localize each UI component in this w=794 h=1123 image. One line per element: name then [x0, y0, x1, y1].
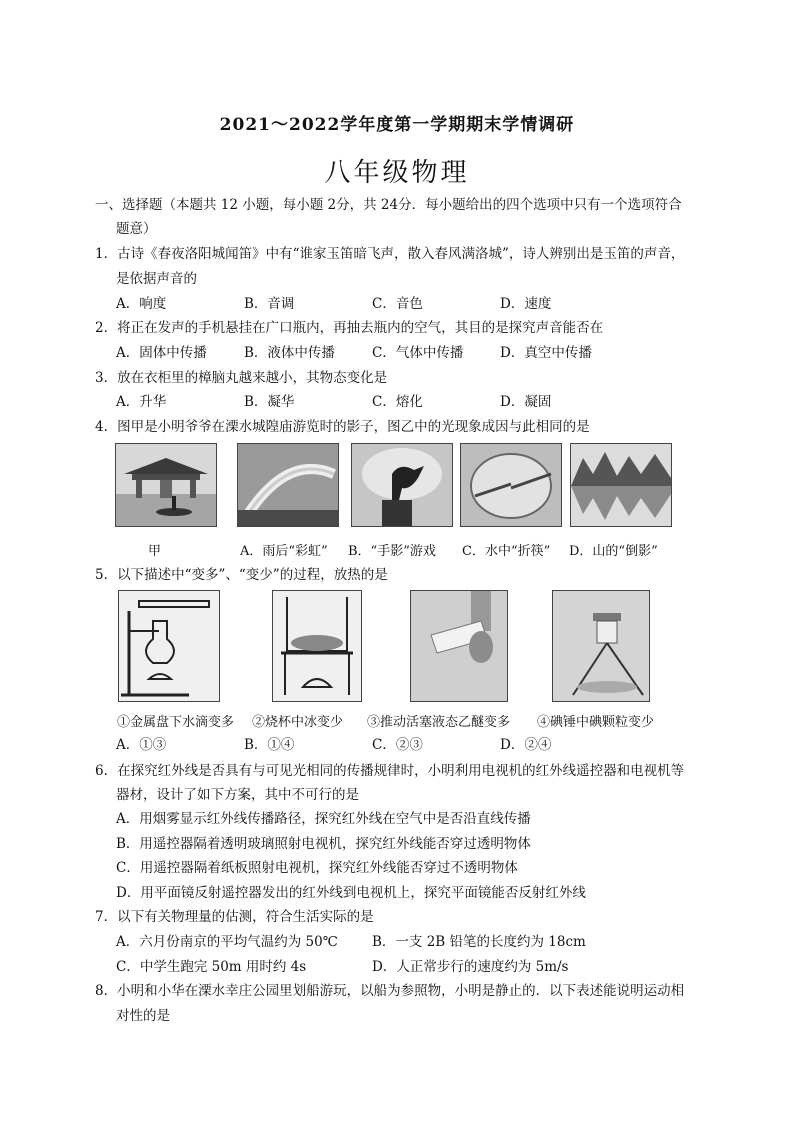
- q4-option-c: C．水中“折筷”: [462, 544, 551, 559]
- q2-option-d: D．真空中传播: [500, 345, 592, 361]
- rainbow-photo: [237, 443, 339, 527]
- q5-stem: 5．以下描述中“变多”、“变少”的过程，放热的是: [95, 567, 388, 583]
- mountain-reflection-photo: [570, 443, 672, 527]
- hand-shadow-photo: [351, 443, 453, 527]
- q7-option-d: D．人正常步行的速度约为 5m/s: [372, 959, 569, 975]
- q2-option-c: C．气体中传播: [372, 345, 464, 361]
- q5-option-d: D．②④: [500, 737, 552, 753]
- q2-option-a: A．固体中传播: [116, 345, 207, 361]
- q5-caption-3: ③推动活塞液态乙醚变多: [367, 715, 511, 730]
- q6-option-a: A．用烟雾显示红外线传播路径，探究红外线在空气中是否沿直线传播: [116, 811, 531, 827]
- q5-caption-4: ④碘锤中碘颗粒变少: [537, 715, 655, 730]
- q5-option-b: B．①④: [244, 737, 295, 753]
- q1-stem: 1．古诗《春夜洛阳城闻笛》中有“谁家玉笛暗飞声，散入春风满洛城”，诗人辨别出是玉笛的声音，: [95, 246, 685, 262]
- q3-option-c: C．熔化: [372, 394, 423, 410]
- q1-option-d: D．速度: [500, 296, 552, 312]
- metal-plate-flask-diagram: [118, 590, 220, 702]
- temple-shadow-photo: [115, 443, 217, 527]
- q6-stem-cont: 器材，设计了如下方案，其中不可行的是: [116, 787, 359, 803]
- q1-option-a: A．响度: [116, 296, 167, 312]
- q1-option-b: B．音调: [244, 296, 295, 312]
- q7-stem: 7．以下有关物理量的估测，符合生活实际的是: [95, 909, 374, 925]
- q6-option-c: C．用遥控器隔着纸板照射电视机，探究红外线能否穿过不透明物体: [116, 860, 518, 876]
- q3-option-a: A．升华: [116, 394, 167, 410]
- q1-stem-cont: 是依据声音的: [116, 271, 197, 287]
- q2-stem: 2．将正在发声的手机悬挂在广口瓶内，再抽去瓶内的空气，其目的是探究声音能否在: [95, 320, 604, 336]
- section-heading-cont: 题意）: [116, 221, 157, 237]
- beaker-ice-diagram: [272, 590, 362, 702]
- q2-option-b: B．液体中传播: [244, 345, 335, 361]
- q4-option-b: B．“手影”游戏: [348, 544, 436, 559]
- q4-caption-jia: 甲: [148, 544, 162, 559]
- q3-stem: 3．放在衣柜里的樟脑丸越来越小，其物态变化是: [95, 370, 388, 386]
- q3-option-d: D．凝固: [500, 394, 552, 410]
- q5-option-a: A．①③: [116, 737, 167, 753]
- q1-option-c: C．音色: [372, 296, 423, 312]
- q7-option-b: B．一支 2B 铅笔的长度约为 18cm: [372, 934, 586, 950]
- q6-stem: 6．在探究红外线是否具有与可见光相同的传播规律时，小明利用电视机的红外线遥控器和电视机等: [95, 763, 685, 779]
- q7-option-c: C．中学生跑完 50m 用时约 4s: [116, 959, 307, 975]
- exam-title: 2021～2022学年度第一学期期末学情调研: [219, 115, 575, 135]
- q4-stem: 4．图甲是小明爷爷在溧水城隍庙游览时的影子，图乙中的光现象成因与此相同的是: [95, 419, 590, 435]
- q5-caption-2: ②烧杯中冰变少: [252, 715, 344, 730]
- q7-option-a: A．六月份南京的平均气温约为 50℃: [116, 934, 338, 950]
- q8-stem: 8．小明和小华在溧水幸庄公园里划船游玩，以船为参照物，小明是静止的．以下表述能说明运动相: [95, 983, 685, 999]
- section-heading: 一、选择题（本题共 12 小题，每小题 2分，共 24分．每小题给出的四个选项中只有一个选项符合: [95, 197, 682, 213]
- syringe-ether-photo: [410, 590, 508, 702]
- q4-option-d: D．山的“倒影”: [569, 544, 658, 559]
- q6-option-d: D．用平面镜反射遥控器发出的红外线到电视机上，探究平面镜能否反射红外线: [116, 885, 586, 901]
- q5-option-c: C．②③: [372, 737, 423, 753]
- q4-option-a: A．雨后“彩虹”: [240, 544, 328, 559]
- q6-option-b: B．用遥控器隔着透明玻璃照射电视机，探究红外线能否穿过透明物体: [116, 836, 531, 852]
- chopsticks-in-water-photo: [460, 443, 562, 527]
- subject-title: 八年级物理: [324, 158, 470, 188]
- q5-caption-1: ①金属盘下水滴变多: [117, 715, 235, 730]
- iodine-tube-photo: [552, 590, 650, 702]
- q8-stem-cont: 对性的是: [116, 1008, 170, 1024]
- q3-option-b: B．凝华: [244, 394, 295, 410]
